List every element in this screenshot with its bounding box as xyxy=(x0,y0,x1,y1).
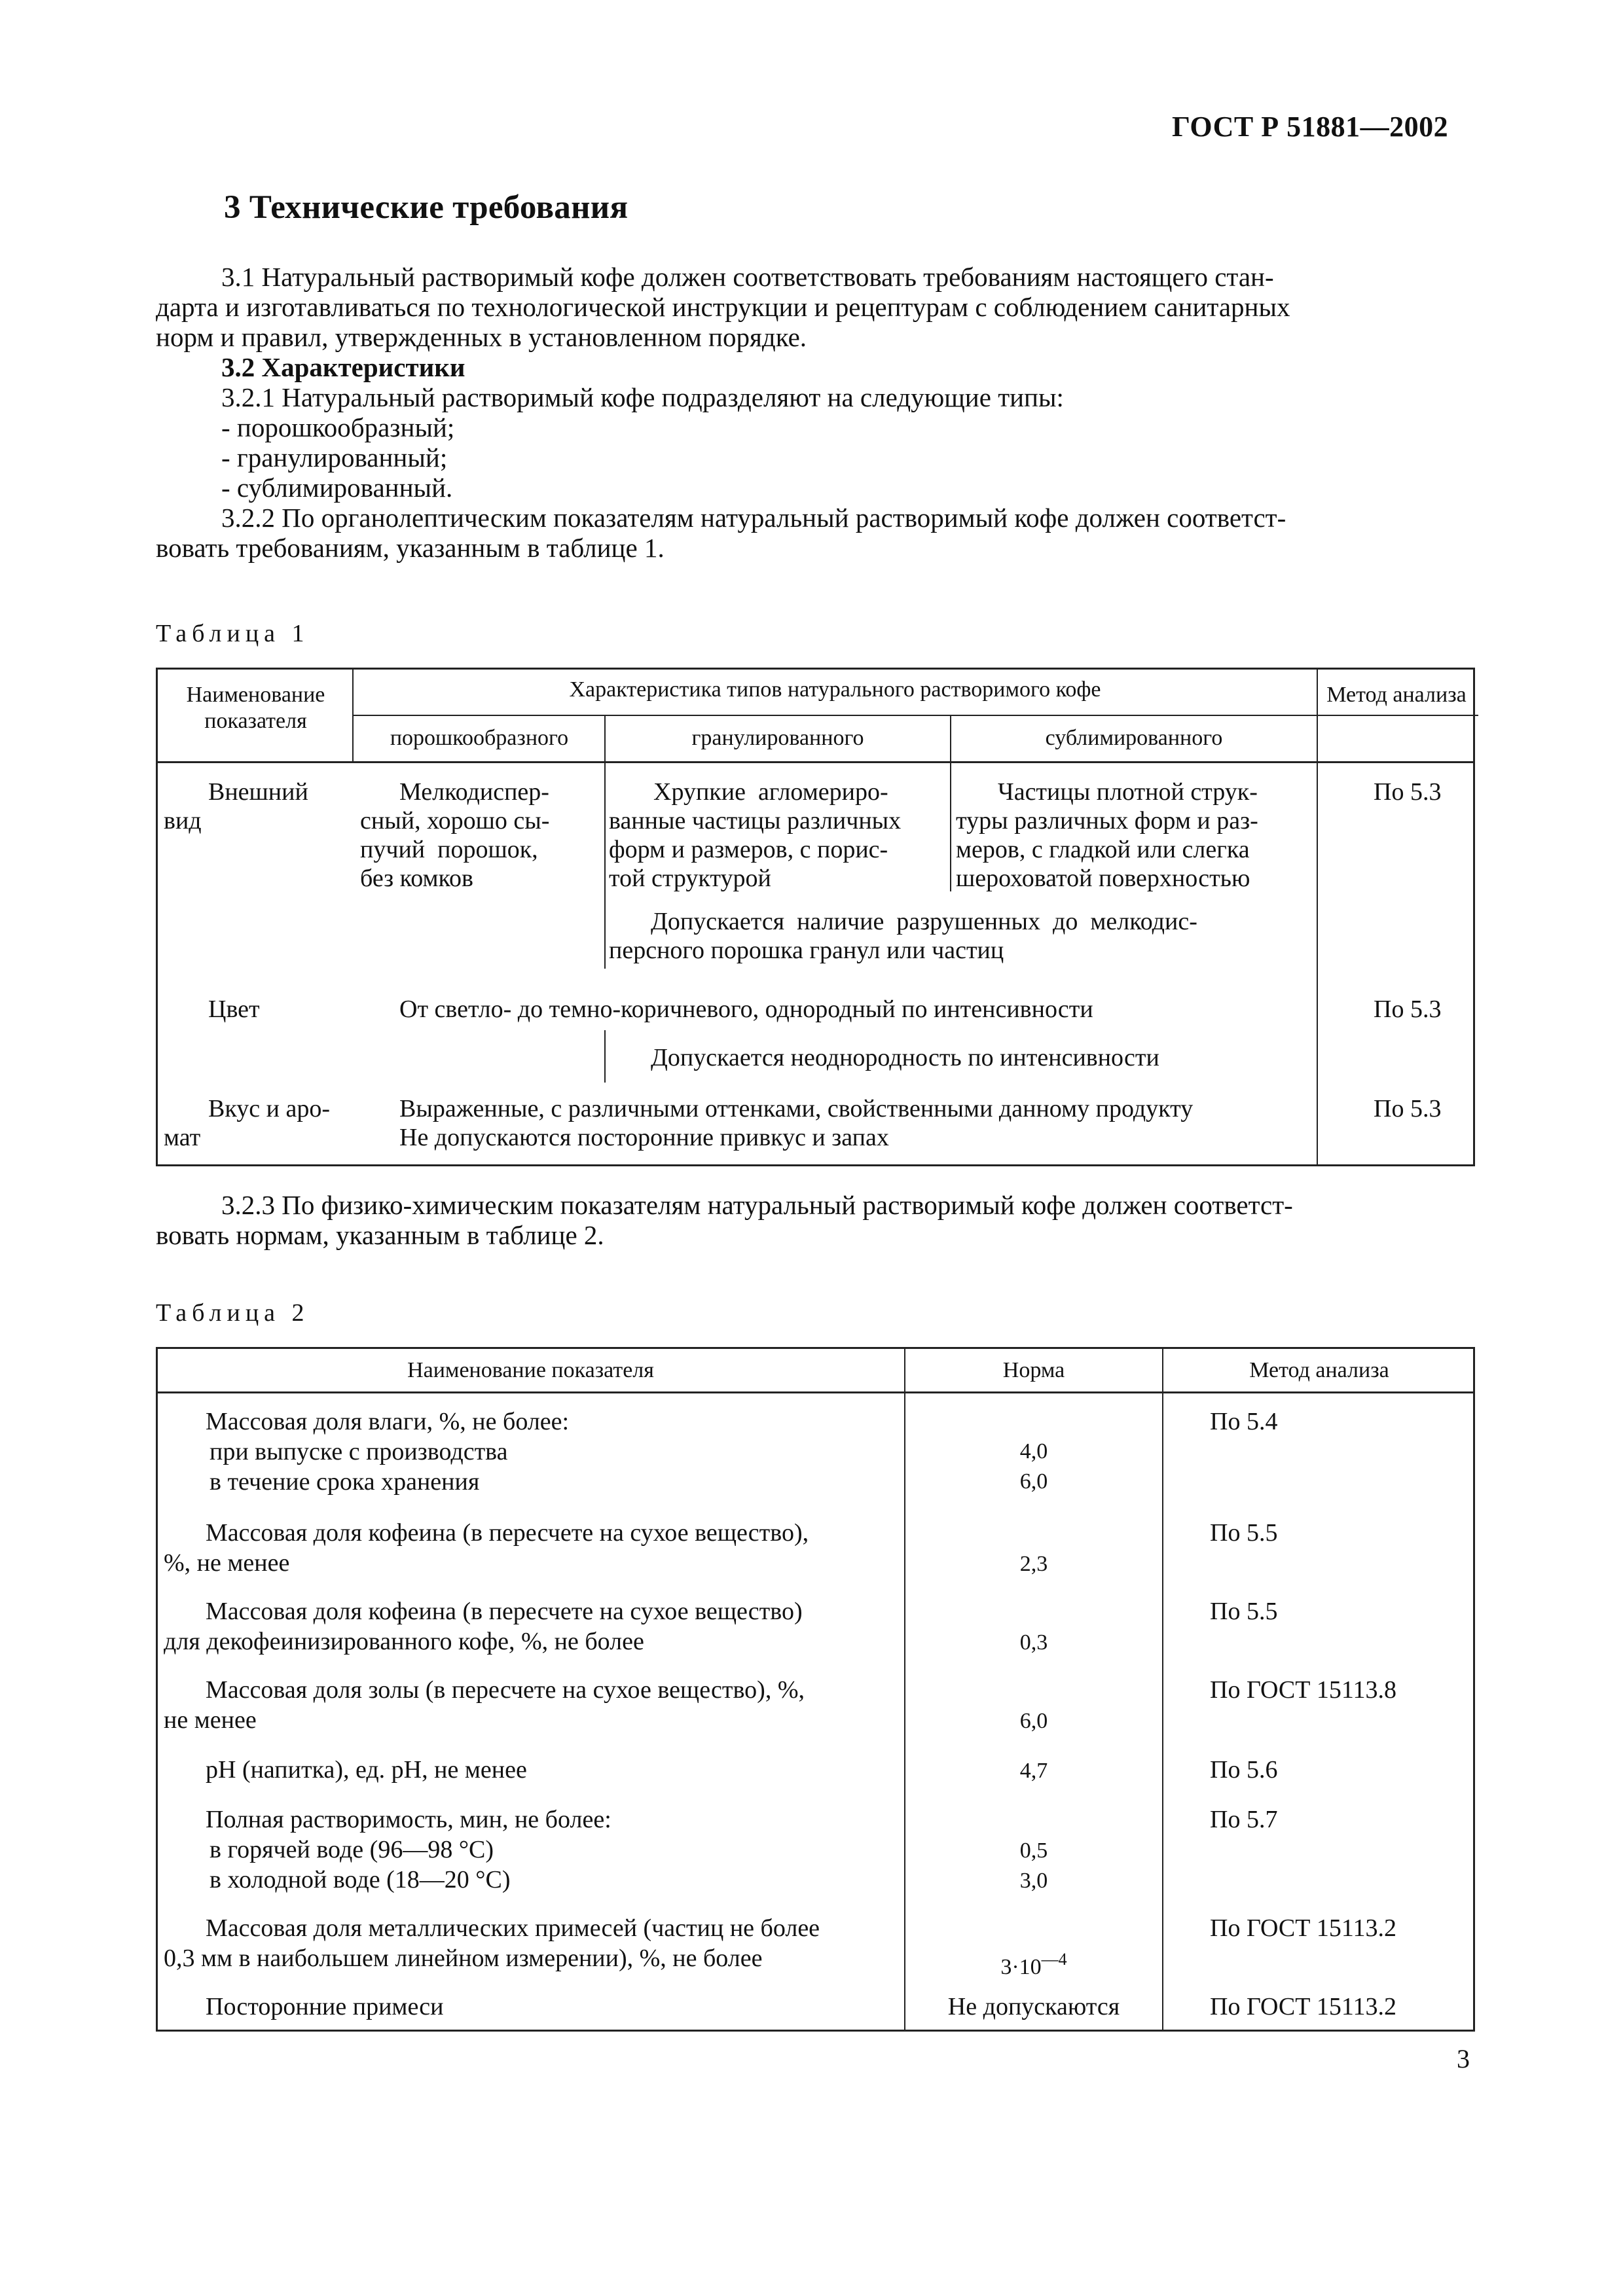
table-divider xyxy=(950,763,951,891)
text-line: туры различных форм и раз- xyxy=(956,807,1258,834)
table-divider xyxy=(604,1030,606,1083)
text-line: Допускается наличие разрушенных до мелкодис- xyxy=(651,908,1197,935)
header-type-granulated: гранулированного xyxy=(691,726,864,750)
table-border xyxy=(156,1347,158,2032)
granulated-description xyxy=(609,778,946,893)
table-divider xyxy=(352,715,1478,716)
table-border xyxy=(156,668,1475,670)
method-value: По 5.3 xyxy=(1374,778,1442,806)
section-title: 3 Технические требования xyxy=(224,189,629,226)
norm-value: 2,3 xyxy=(1019,1552,1048,1576)
text-line: Хрупкие агломериро- xyxy=(653,778,888,806)
table-border xyxy=(156,1347,1475,1349)
text-line: ванные частицы различных xyxy=(609,807,902,834)
table-divider xyxy=(1317,668,1318,1166)
row-name: Вкус и аро- xyxy=(208,1095,330,1122)
subsection-heading: 3.2 Характеристики xyxy=(221,352,465,382)
header-type-sublimated: сублимированного xyxy=(1045,726,1223,750)
header-types-group: Характеристика типов натурального растворимого кофе xyxy=(569,677,1101,702)
norm-value: 0,5 xyxy=(1019,1839,1048,1863)
para-3-1-line-3: норм и правил, утвержденных в установленном порядке. xyxy=(156,322,807,352)
text-line: шероховатой поверхностью xyxy=(956,865,1250,892)
indicator-name: Массовая доля влаги, %, не более: xyxy=(206,1408,570,1435)
table-divider xyxy=(604,763,606,891)
indicator-name: Массовая доля кофеина (в пересчете на сухое вещество) xyxy=(206,1598,803,1625)
text-line: Частицы плотной струк- xyxy=(998,778,1258,806)
norm-base: 3·10 xyxy=(1000,1955,1042,1979)
table-divider xyxy=(604,715,606,763)
method-value: По 5.6 xyxy=(1210,1756,1278,1784)
header-type-powder: порошкообразного xyxy=(390,726,569,750)
color-text: От светло- до темно-коричневого, однородный по интенсивности xyxy=(399,996,1093,1023)
norm-value: 6,0 xyxy=(1019,1469,1048,1494)
norm-value: 3,0 xyxy=(1019,1869,1048,1893)
method-value: По 5.5 xyxy=(1210,1598,1278,1625)
table-2 xyxy=(156,1347,1475,2032)
color-allowance: Допускается неоднородность по интенсивности xyxy=(651,1044,1159,1071)
table1-caption: Таблица 1 xyxy=(156,620,310,647)
table2-caption: Таблица 2 xyxy=(156,1299,310,1327)
method-value: По ГОСТ 15113.2 xyxy=(1210,1914,1397,1942)
norm-value: 6,0 xyxy=(1019,1709,1048,1733)
indicator-subitem: при выпуске с производства xyxy=(210,1438,508,1465)
indicator-name: %, не менее xyxy=(164,1549,290,1577)
table-border xyxy=(156,1164,1475,1166)
indicator-name: для декофеинизированного кофе, %, не более xyxy=(164,1628,644,1655)
indicator-name: Массовая доля металлических примесей (частиц не более xyxy=(206,1914,820,1942)
page-number: 3 xyxy=(1457,2044,1470,2073)
table-divider xyxy=(604,891,606,969)
table-1 xyxy=(156,668,1475,1166)
method-value: По ГОСТ 15113.2 xyxy=(1210,1993,1397,2020)
sublimated-description xyxy=(956,778,1315,893)
norm-value: 4,0 xyxy=(1019,1439,1048,1463)
method-value: По 5.7 xyxy=(1210,1806,1278,1833)
indicator-name: pH (напитка), ед. pH, не менее xyxy=(206,1756,527,1784)
taste-text: Выраженные, с различными оттенками, свойственными данному продукту xyxy=(399,1095,1194,1122)
para-3-2-1-text: 3.2.1 Натуральный растворимый кофе подразделяют на следующие типы: xyxy=(221,382,1064,412)
para-3-2-2-line-1: 3.2.2 По органолептическим показателям натуральный растворимый кофе должен соответст- xyxy=(221,503,1286,533)
table-divider xyxy=(904,1347,905,2032)
header-method: Метод анализа xyxy=(1326,683,1467,707)
table-border xyxy=(156,2030,1475,2032)
table-divider xyxy=(352,668,354,763)
indicator-name: Массовая доля золы (в пересчете на сухое вещество), %, xyxy=(206,1676,805,1704)
table-divider xyxy=(1162,1347,1163,2032)
method-value: По ГОСТ 15113.8 xyxy=(1210,1676,1397,1704)
indicator-name: Посторонние примеси xyxy=(206,1993,444,2020)
method-value: По 5.5 xyxy=(1210,1519,1278,1547)
table-border xyxy=(1473,1347,1475,2032)
header-method: Метод анализа xyxy=(1249,1358,1389,1382)
row-name: вид xyxy=(164,807,202,834)
table-divider xyxy=(156,761,1475,763)
indicator-name: Массовая доля кофеина (в пересчете на сухое вещество), xyxy=(206,1519,809,1547)
table-divider xyxy=(156,1391,1475,1393)
norm-value xyxy=(907,1945,1160,1982)
norm-value: 4,7 xyxy=(1019,1759,1048,1783)
indicator-name: Полная растворимость, мин, не более: xyxy=(206,1806,611,1833)
indicator-subitem: в холодной воде (18—20 °С) xyxy=(210,1866,511,1893)
document-number: ГОСТ Р 51881—2002 xyxy=(1172,111,1449,143)
row-name: Цвет xyxy=(208,996,260,1023)
table-border xyxy=(1473,668,1475,1166)
method-value: По 5.3 xyxy=(1374,1095,1442,1122)
row-name: Внешний xyxy=(208,778,308,806)
para-3-2-3-line-1: 3.2.3 По физико-химическим показателям натуральный растворимый кофе должен соответст- xyxy=(221,1190,1293,1220)
text-line: персного порошка гранул или частиц xyxy=(609,937,1004,964)
body-text-middle xyxy=(156,1190,1475,1250)
type-list-item: - сублимированный. xyxy=(221,473,453,503)
para-3-2-3-line-2: вовать нормам, указанным в таблице 2. xyxy=(156,1220,604,1250)
norm-exponent: —4 xyxy=(1041,1950,1067,1969)
row-name: мат xyxy=(164,1124,201,1151)
indicator-subitem: в течение срока хранения xyxy=(210,1468,480,1496)
type-list-item: - порошкообразный; xyxy=(221,412,455,442)
text-line: пучий порошок, xyxy=(360,836,538,863)
text-line: той структурой xyxy=(609,865,771,892)
body-text-top xyxy=(156,262,1475,563)
text-line: меров, с гладкой или слегка xyxy=(956,836,1250,863)
norm-value: 0,3 xyxy=(1019,1630,1048,1655)
header-norm: Норма xyxy=(1002,1358,1065,1382)
para-3-2-2-line-2: вовать требованиям, указанным в таблице 1. xyxy=(156,533,665,563)
indicator-name: 0,3 мм в наибольшем линейном измерении), %, не более xyxy=(164,1945,763,1972)
text-line: сный, хорошо сы- xyxy=(360,807,550,834)
para-3-1-line-2: дарта и изготавливаться по технологической инструкции и рецептурам с соблюдением санитарных xyxy=(156,292,1290,322)
taste-text: Не допускаются посторонние привкус и запах xyxy=(399,1124,889,1151)
method-value: По 5.4 xyxy=(1210,1408,1278,1435)
method-value: По 5.3 xyxy=(1374,996,1442,1023)
powder-description xyxy=(360,778,601,893)
header-name: Наименование показателя xyxy=(407,1358,654,1382)
table-divider xyxy=(950,715,951,763)
text-line: Мелкодиспер- xyxy=(399,778,549,806)
type-list-item: - гранулированный; xyxy=(221,442,448,473)
text-line: форм и размеров, с порис- xyxy=(609,836,888,863)
header-indicator-name: Наименование показателя xyxy=(186,683,325,733)
table-border xyxy=(156,668,158,1166)
para-3-1-line-1: 3.1 Натуральный растворимый кофе должен соответствовать требованиям настоящего стан- xyxy=(221,262,1274,292)
indicator-subitem: в горячей воде (96—98 °С) xyxy=(210,1836,494,1863)
norm-value: Не допускаются xyxy=(947,1993,1120,2020)
indicator-name: не менее xyxy=(164,1706,257,1734)
appearance-allowance xyxy=(609,907,1315,965)
text-line: без комков xyxy=(360,865,474,892)
